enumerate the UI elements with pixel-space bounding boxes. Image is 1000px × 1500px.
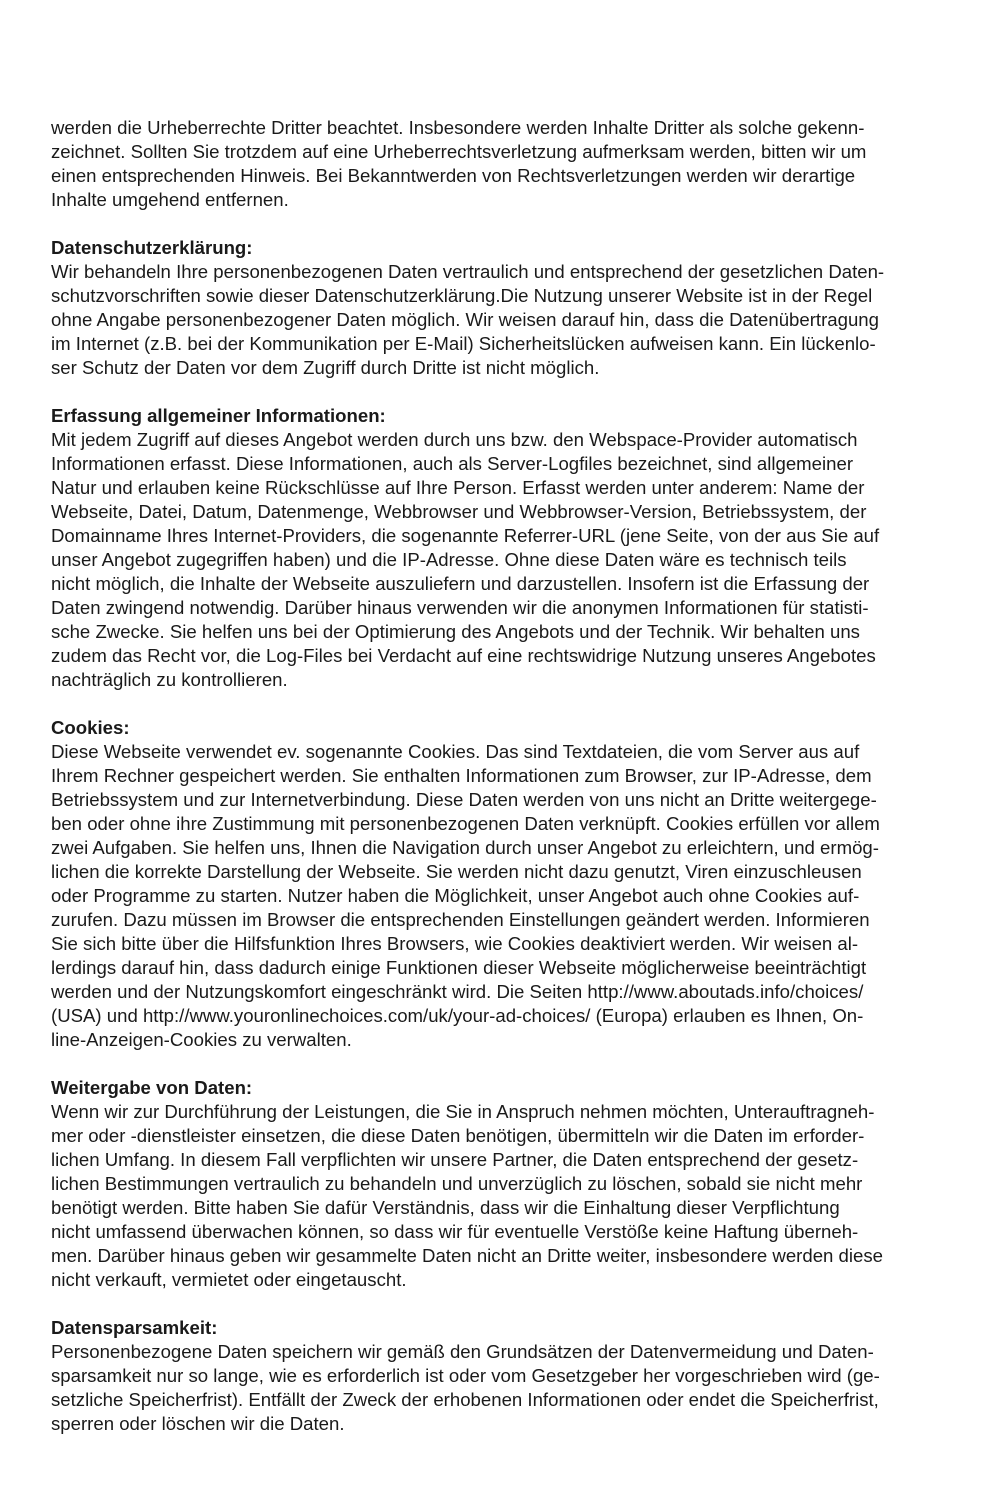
- body-line: Wenn wir zur Durchführung der Leistungen, die Sie in Anspruch nehmen möchten, Unterauftragneh-: [51, 1101, 875, 1122]
- body-line: Betriebssystem und zur Internetverbindung. Diese Daten werden von uns nicht an Dritte weitergege-: [51, 789, 877, 810]
- body-line: nicht umfassend überwachen können, so dass wir für eventuelle Verstöße keine Haftung überneh-: [51, 1221, 859, 1242]
- body-line: lichen Bestimmungen vertraulich zu behandeln und unverzüglich zu löschen, sobald sie nicht mehr: [51, 1173, 863, 1194]
- body-line: Diese Webseite verwendet ev. sogenannte Cookies. Das sind Textdateien, die vom Server aus auf: [51, 741, 860, 762]
- body-line: sparsamkeit nur so lange, wie es erforderlich ist oder vom Gesetzgeber her vorgeschrieben wird (ge-: [51, 1365, 880, 1386]
- body-line: Natur und erlauben keine Rückschlüsse auf Ihre Person. Erfasst werden unter anderem: Name der: [51, 477, 865, 498]
- intro-line: zeichnet. Sollten Sie trotzdem auf eine Urheberrechtsverletzung aufmerksam werden, bitten wir um: [51, 141, 867, 162]
- body-line: lichen Umfang. In diesem Fall verpflichten wir unsere Partner, die Daten entsprechend der gesetz-: [51, 1149, 859, 1170]
- body-line: (USA) und http://www.youronlinechoices.com/uk/your-ad-choices/ (Europa) erlauben es Ihnen, On-: [51, 1005, 864, 1026]
- section-heading: Cookies:: [51, 717, 130, 738]
- body-line: ohne Angabe personenbezogener Daten möglich. Wir weisen darauf hin, dass die Datenübertragung: [51, 309, 879, 330]
- body-line: nicht verkauft, vermietet oder eingetauscht.: [51, 1269, 407, 1290]
- intro-line: werden die Urheberrechte Dritter beachtet. Insbesondere werden Inhalte Dritter als solche gekenn-: [51, 117, 865, 138]
- body-line: Sie sich bitte über die Hilfsfunktion Ihres Browsers, wie Cookies deaktiviert werden. Wir weisen al-: [51, 933, 859, 954]
- body-line: line-Anzeigen-Cookies zu verwalten.: [51, 1029, 352, 1050]
- body-line: zudem das Recht vor, die Log-Files bei Verdacht auf eine rechtswidrige Nutzung unseres Angebotes: [51, 645, 876, 666]
- body-line: mer oder -dienstleister einsetzen, die diese Daten benötigen, übermitteln wir die Daten im erforder-: [51, 1125, 865, 1146]
- body-line: lichen die korrekte Darstellung der Webseite. Sie werden nicht dazu genutzt, Viren einzuschleusen: [51, 861, 862, 882]
- section-heading: Weitergabe von Daten:: [51, 1077, 253, 1098]
- body-line: unser Angebot zugegriffen haben) und die IP-Adresse. Ohne diese Daten wäre es technisch teils: [51, 549, 847, 570]
- document-page: [51, 116, 956, 1460]
- body-line: zurufen. Dazu müssen im Browser die entsprechenden Einstellungen geändert werden. Informieren: [51, 909, 870, 930]
- body-line: nicht möglich, die Inhalte der Webseite auszuliefern und darzustellen. Insofern ist die Erfassung der: [51, 573, 870, 594]
- intro-line: einen entsprechenden Hinweis. Bei Bekanntwerden von Rechtsverletzungen werden wir derartige: [51, 165, 856, 186]
- body-line: zwei Aufgaben. Sie helfen uns, Ihnen die Navigation durch unser Angebot zu erleichtern, und ermög-: [51, 837, 879, 858]
- intro-line: Inhalte umgehend entfernen.: [51, 189, 289, 210]
- section-heading: Datensparsamkeit:: [51, 1317, 218, 1338]
- body-line: Daten zwingend notwendig. Darüber hinaus verwenden wir die anonymen Informationen für statisti-: [51, 597, 869, 618]
- body-line: im Internet (z.B. bei der Kommunikation per E-Mail) Sicherheitslücken aufweisen kann. Ein lückenlo-: [51, 333, 876, 354]
- body-line: werden und der Nutzungskomfort eingeschränkt wird. Die Seiten http://www.aboutads.info/choices/: [51, 981, 864, 1002]
- body-line: oder Programme zu starten. Nutzer haben die Möglichkeit, unser Angebot auch ohne Cookies auf-: [51, 885, 860, 906]
- body-line: ben oder ohne ihre Zustimmung mit personenbezogenen Daten verknüpft. Cookies erfüllen vor allem: [51, 813, 880, 834]
- body-line: benötigt werden. Bitte haben Sie dafür Verständnis, dass wir die Einhaltung dieser Verpflichtung: [51, 1197, 840, 1218]
- body-line: Ihrem Rechner gespeichert werden. Sie enthalten Informationen zum Browser, zur IP-Adresse, dem: [51, 765, 872, 786]
- section-heading: Datenschutzerklärung:: [51, 237, 253, 258]
- body-line: ser Schutz der Daten vor dem Zugriff durch Dritte ist nicht möglich.: [51, 357, 600, 378]
- section-erfassung-allgemeiner-informationen: [51, 404, 956, 692]
- section-cookies: [51, 716, 956, 1052]
- body-line: nachträglich zu kontrollieren.: [51, 669, 288, 690]
- body-line: lerdings darauf hin, dass dadurch einige Funktionen dieser Webseite möglicherweise beeinträchtigt: [51, 957, 867, 978]
- body-line: sche Zwecke. Sie helfen uns bei der Optimierung des Angebots und der Technik. Wir behalten uns: [51, 621, 860, 642]
- body-line: Webseite, Datei, Datum, Datenmenge, Webbrowser und Webbrowser-Version, Betriebssystem, der: [51, 501, 867, 522]
- section-heading: Erfassung allgemeiner Informationen:: [51, 405, 386, 426]
- body-line: sperren oder löschen wir die Daten.: [51, 1413, 345, 1434]
- body-line: setzliche Speicherfrist). Entfällt der Zweck der erhobenen Informationen oder endet die Speicherfrist,: [51, 1389, 879, 1410]
- section-weitergabe-von-daten: [51, 1076, 956, 1292]
- body-line: Wir behandeln Ihre personenbezogenen Daten vertraulich und entsprechend der gesetzlichen Daten-: [51, 261, 885, 282]
- section-datensparsamkeit: [51, 1316, 956, 1436]
- body-line: Informationen erfasst. Diese Informationen, auch als Server-Logfiles bezeichnet, sind allgemeiner: [51, 453, 854, 474]
- body-line: men. Darüber hinaus geben wir gesammelte Daten nicht an Dritte weiter, insbesondere werden diese: [51, 1245, 884, 1266]
- body-line: Personenbezogene Daten speichern wir gemäß den Grundsätzen der Datenvermeidung und Daten-: [51, 1341, 874, 1362]
- body-line: Mit jedem Zugriff auf dieses Angebot werden durch uns bzw. den Webspace-Provider automatisch: [51, 429, 858, 450]
- body-line: schutzvorschriften sowie dieser Datenschutzerklärung.Die Nutzung unserer Website ist in der Regel: [51, 285, 873, 306]
- body-line: Domainname Ihres Internet-Providers, die sogenannte Referrer-URL (jene Seite, von der aus Sie auf: [51, 525, 880, 546]
- intro-paragraph: [51, 116, 956, 212]
- section-datenschutzerklaerung: [51, 236, 956, 380]
